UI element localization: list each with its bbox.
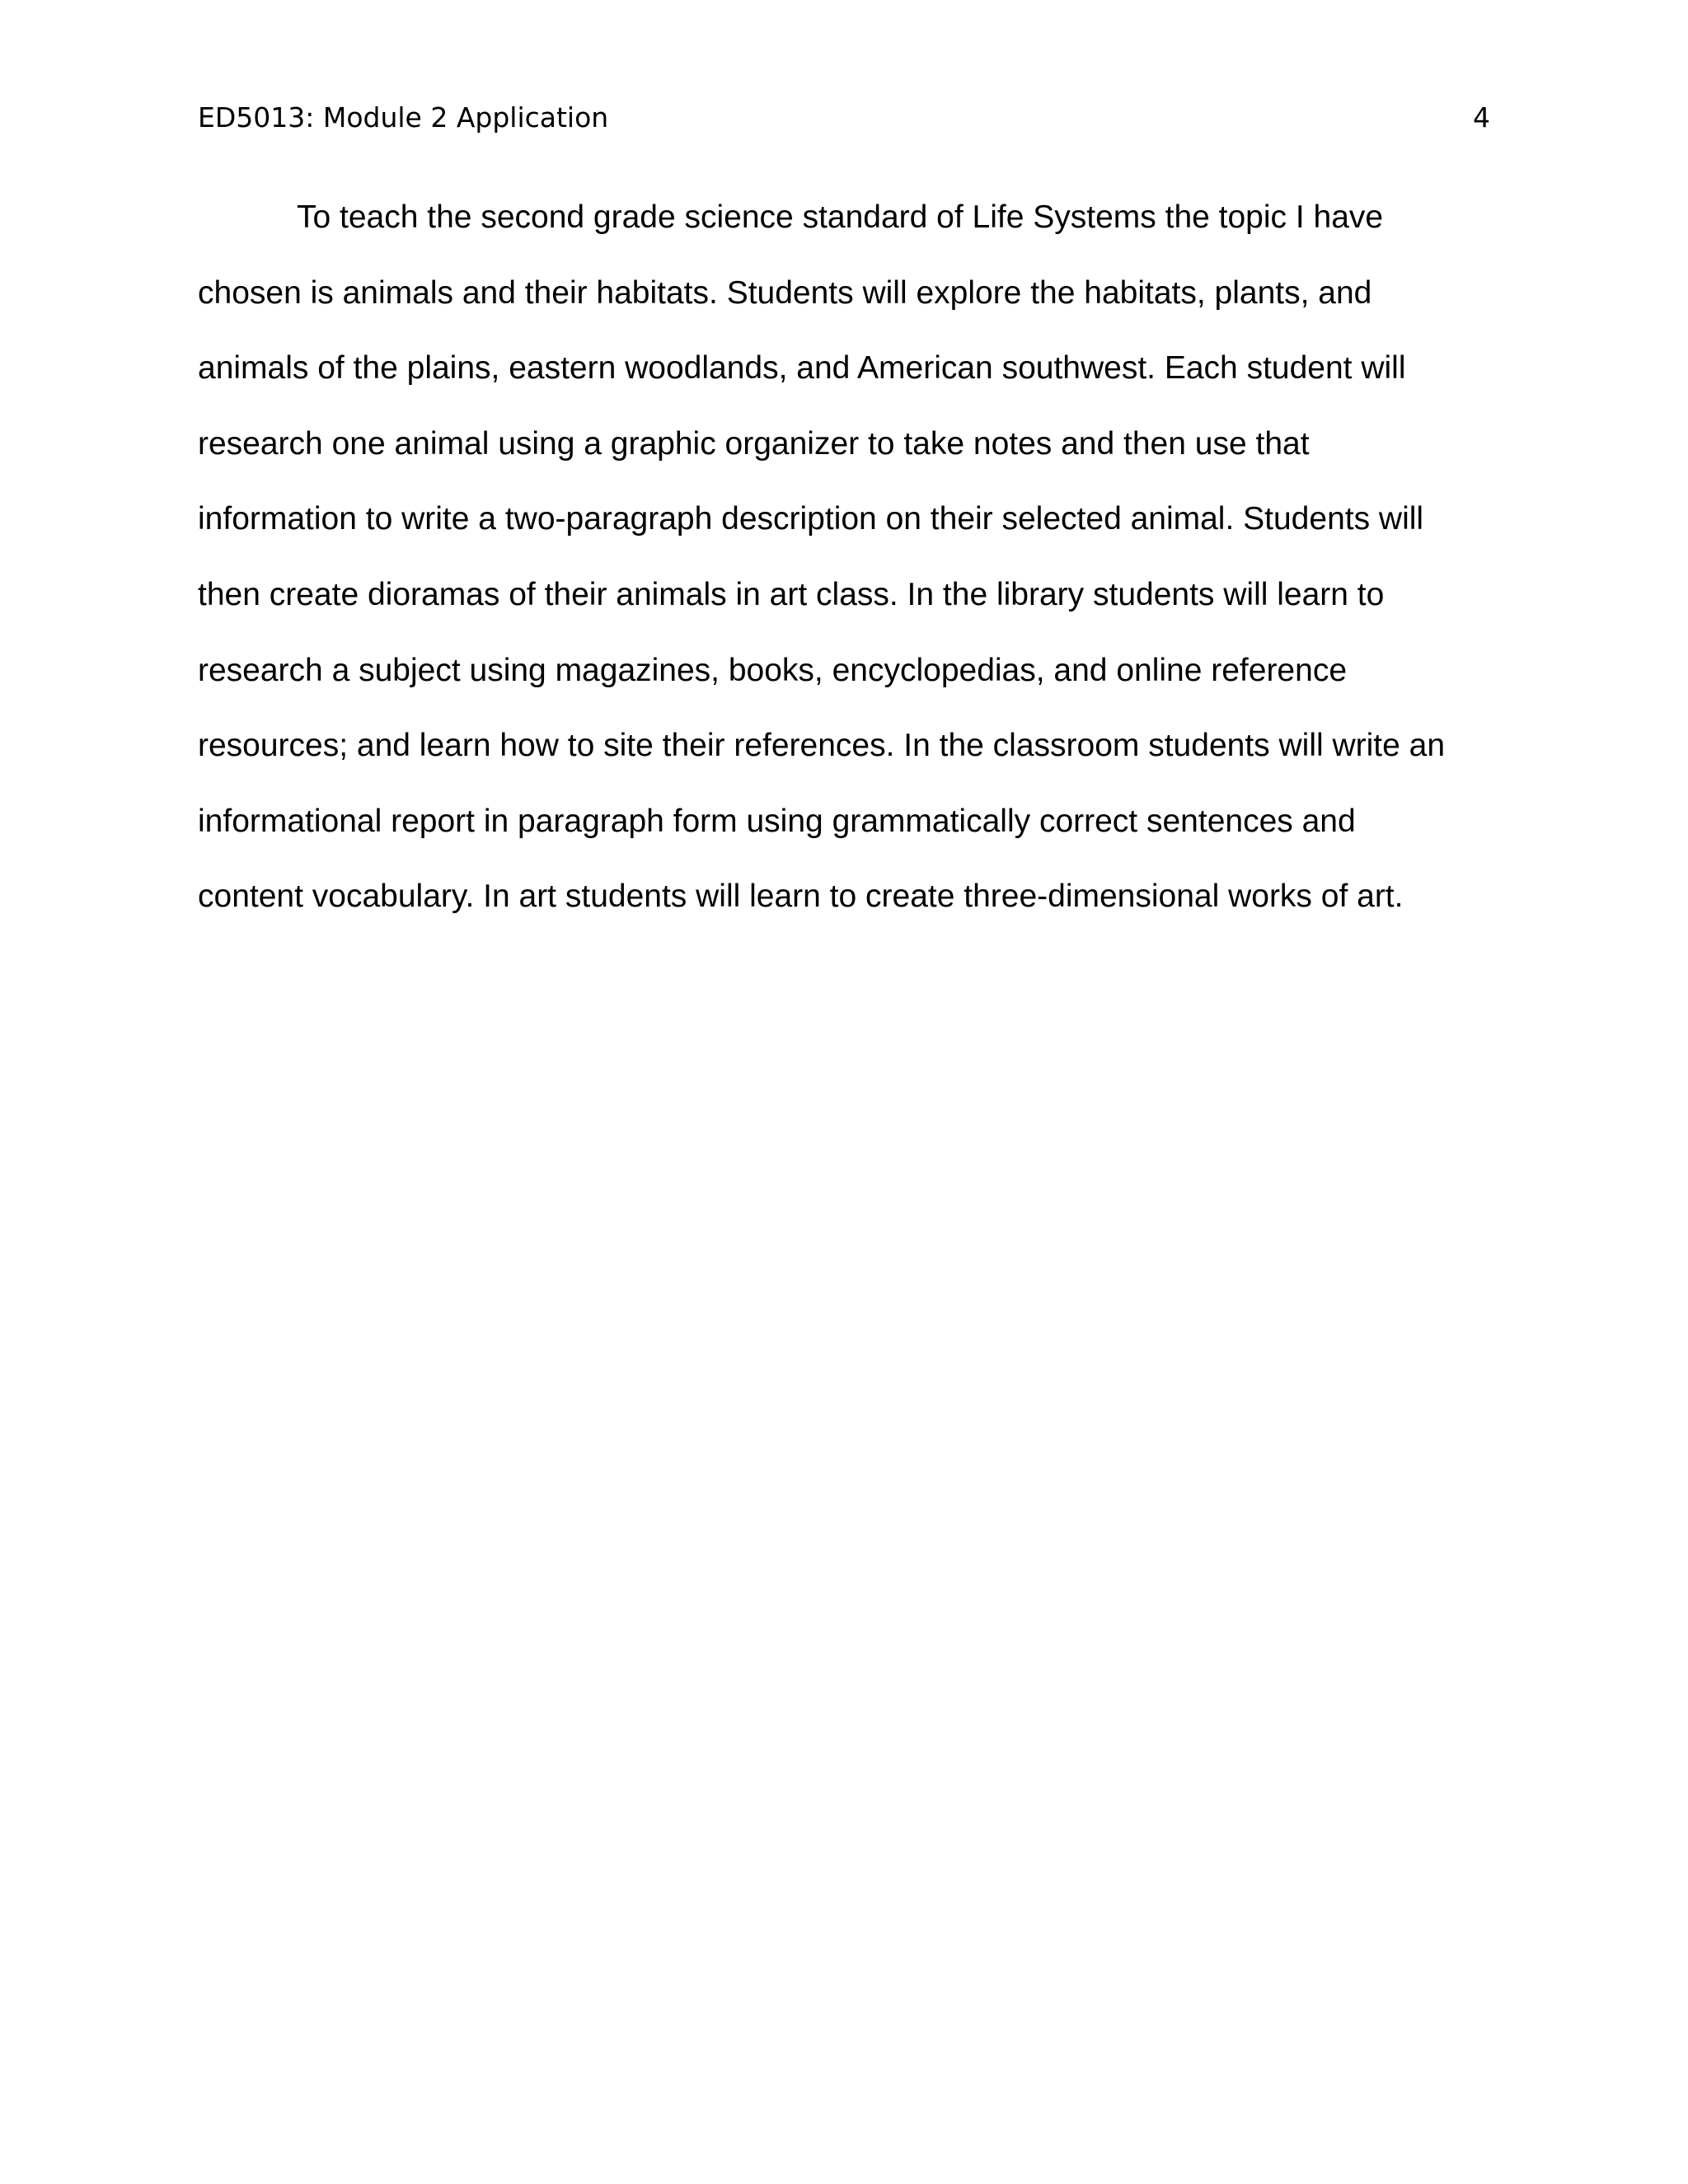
paragraph-line: then create dioramas of their animals in art class. In the library students will learn to (198, 576, 1385, 612)
page-number: 4 (1473, 101, 1490, 134)
paragraph-line: informational report in paragraph form using grammatically correct sentences and (198, 803, 1356, 839)
page-header (198, 97, 1490, 137)
body-paragraph (198, 196, 1492, 951)
paragraph-line: animals of the plains, eastern woodlands, and American southwest. Each student will (198, 350, 1406, 387)
paragraph-line: chosen is animals and their habitats. Students will explore the habitats, plants, and (198, 274, 1372, 311)
paragraph-line: To teach the second grade science standard of Life Systems the topic I have (297, 199, 1384, 235)
paragraph-line: information to write a two-paragraph description on their selected animal. Students will (198, 501, 1424, 537)
paragraph-line: research a subject using magazines, books, encyclopedias, and online reference (198, 652, 1348, 688)
paragraph-line: research one animal using a graphic organizer to take notes and then use that (198, 425, 1310, 462)
paragraph-line: content vocabulary. In art students will learn to create three-dimensional works of art. (198, 879, 1404, 915)
running-head: ED5013: Module 2 Application (198, 101, 609, 134)
paragraph-line: resources; and learn how to site their references. In the classroom students will write an (198, 728, 1446, 764)
